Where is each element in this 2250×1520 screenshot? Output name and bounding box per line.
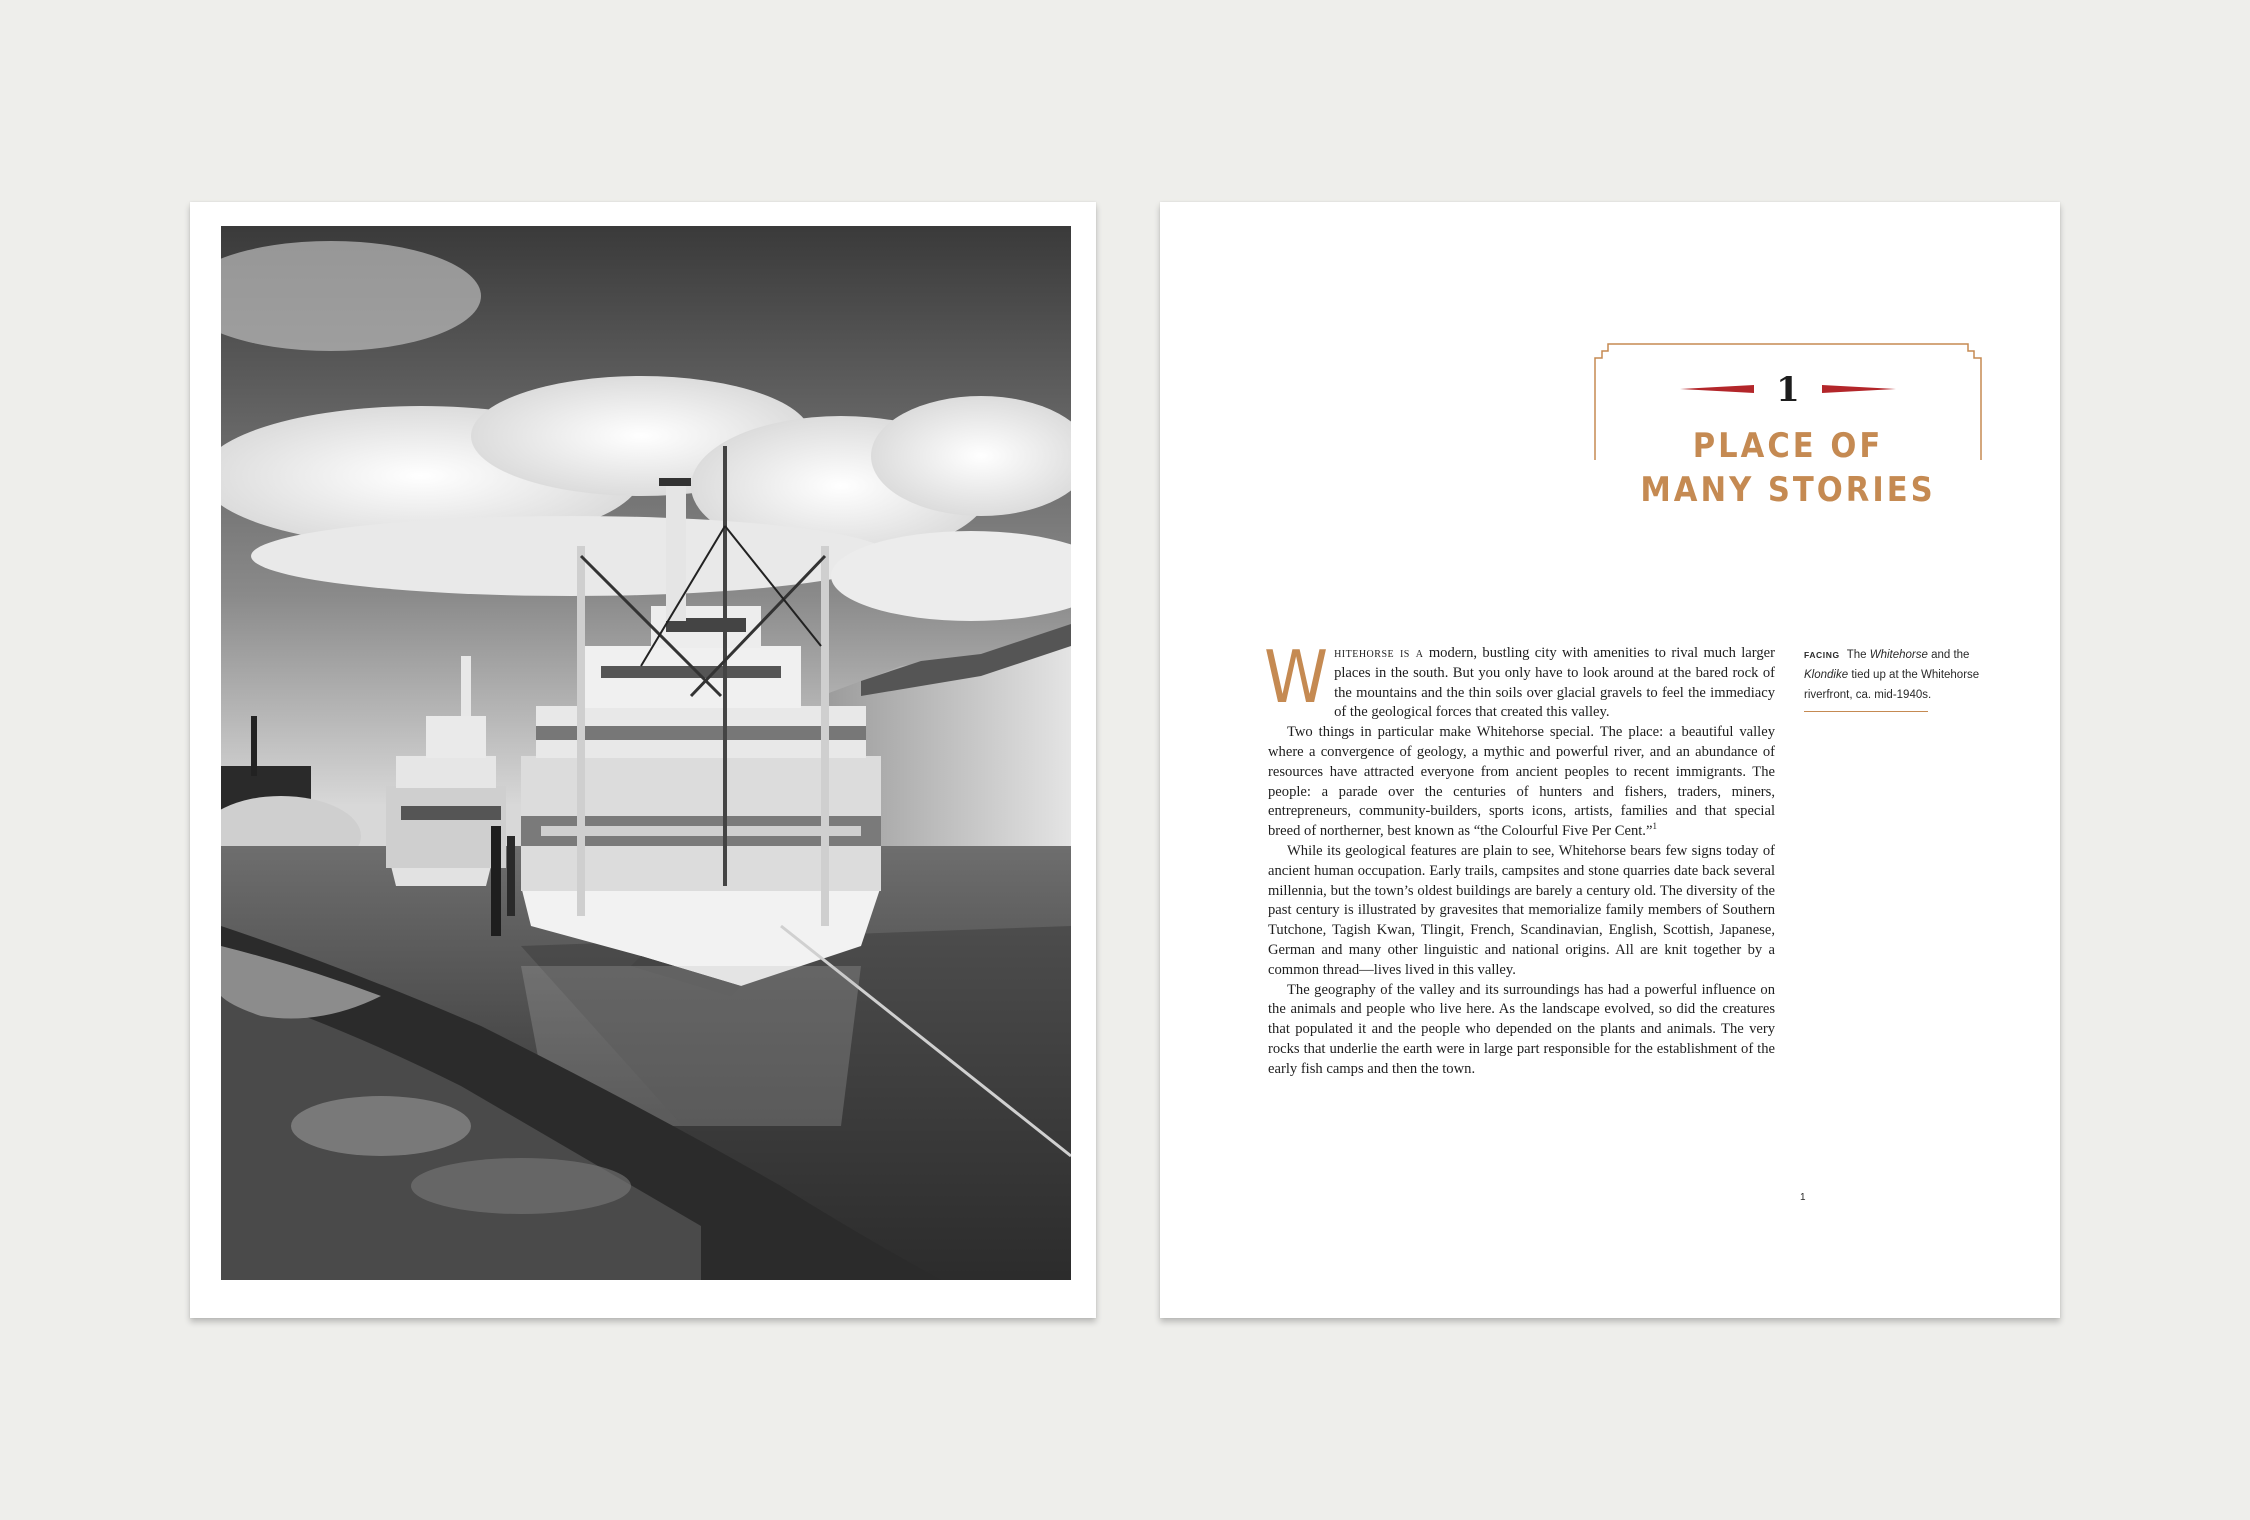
paragraph-1 [1264, 635, 1775, 723]
caption-rule [1804, 711, 1928, 712]
right-page [1160, 202, 2060, 1318]
page-number: 1 [1800, 1192, 1806, 1203]
caption-ship-2: Klondike [1804, 669, 1849, 681]
caption-ship-1: Whitehorse [1869, 649, 1928, 661]
photo-image [221, 226, 1071, 1280]
paragraph-3: While its geological features are plain to see, Whitehorse bears few signs today of ancient human occupation. Early trails, campsites and stone quarries date back several millennia, but the town’s oldest buildings are barely a century old. The diversity of the past century is illustrated by gravesites that memorialize family members of Southern Tutchone, Tagish Kwan, Tlingit, French, Scandinavian, English, Scottish, Japanese, German and many other linguistic and national origins. All are knit together by a common thread—lives lived in this valley. [1268, 842, 1775, 978]
body-text [1264, 635, 1775, 1080]
paragraph-2 [1268, 723, 1775, 842]
left-page [190, 202, 1096, 1318]
caption-text-mid: and the [1927, 649, 1970, 661]
chapter-number: 1 [1776, 370, 1800, 410]
caption-text-end: tied up at the Whitehorse riverfront, ca. mid-1940s. [1804, 669, 1980, 701]
lead-in: hitehorse is a [1334, 645, 1424, 661]
caption-text: The [1843, 649, 1870, 661]
chapter-title: PLACE OF MANY STORIES [1640, 426, 1936, 510]
caption-label: FACING [1804, 650, 1840, 660]
photo-caption [1804, 645, 1994, 705]
drop-cap: W [1264, 635, 1329, 719]
sternwheeler-photo [221, 226, 1071, 1280]
paragraph-2-text: Two things in particular make Whitehorse special. The place: a beautiful valley where a convergence of geology, a mythic and powerful river, and an abundance of resources have attracted everyone from ancient peoples to recent immigrants. The people: a parade over the centuries of hunters and fishers, traders, miners, entrepreneurs, community-builders, sports icons, artists, families and that special breed of northerner, best known as “the Colourful Five Per Cent.” [1268, 724, 1775, 840]
footnote-marker: 1 [1652, 821, 1657, 832]
paragraph-4: The geography of the valley and its surroundings has had a powerful influence on the animals and people who live here. As the landscape evolved, so did the creatures that populated it and the people who depended on the plants and animals. The very rocks that underlie the earth were in large part responsible for the establishment of the early fish camps and then the town. [1268, 981, 1775, 1077]
paragraph-1-text: modern, bustling city with amenities to rival much larger places in the south. But you only have to look around at the bared rock of the mountains and the thin soils over glacial gravels to feel the immediacy of the geological forces that created this valley. [1334, 645, 1775, 721]
